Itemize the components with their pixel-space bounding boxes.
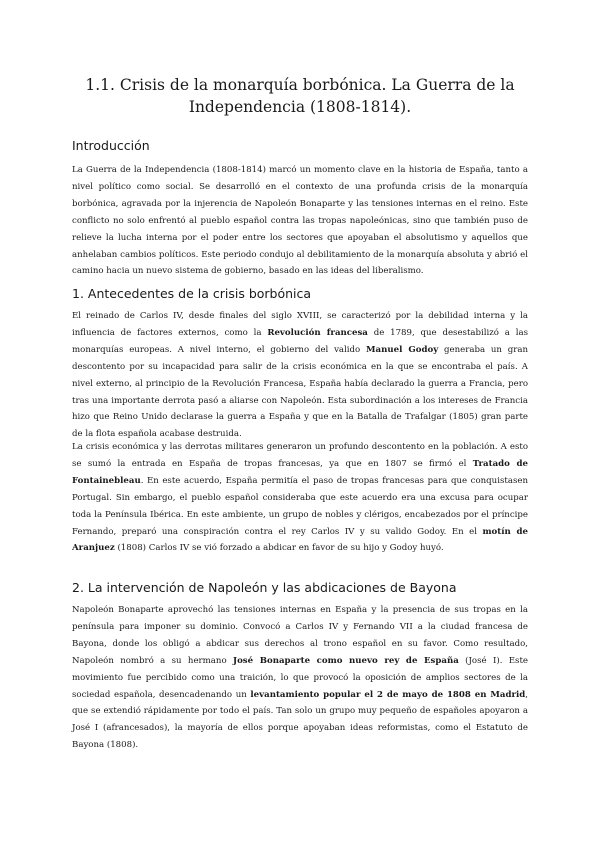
section-1-paragraph-1: El reinado de Carlos IV, desde finales del siglo XVIII, se caracterizó por la debilidad interna y la influencia de factores externos, como la Revolución francesa de 1789, que desestabilizó a las monarquías europeas. A nivel interno, el gobierno del valido Manuel Godoy generaba un gran descontento por su incapacidad para salir de la crisis económica en la que se encontraba el país. A nivel externo, al principio de la Revolución Francesa, España había declarado la guerra a Francia, pero tras una importante derrota pasó a aliarse con Napoleón. Esta subordinación a los intereses de Francia hizo que Reino Unido declarase la guerra a España y que en la Batalla de Trafalgar (1805) gran parte de la flota española acabase destruida. — [72, 311, 529, 440]
section-2-heading: 2. La intervención de Napoleón y las abdicaciones de Bayona — [72, 580, 457, 595]
section-1-paragraph-2: La crisis económica y las derrotas militares generaron un profundo descontento en la población. A esto se sumó la entrada en España de tropas francesas, ya que en 1807 se firmó el Tratado de Fontainebleau. En este acuerdo, España permitía el paso de tropas francesas para que conquistasen Portugal. Sin embargo, el pueblo español consideraba que este acuerdo era una excusa para ocupar toda la Península Ibérica. En este ambiente, un grupo de nobles y clérigos, encabezados por el príncipe Fernando, preparó una conspiración contra el rey Carlos IV y su valido Godoy. En el motín de Aranjuez (1808) Carlos IV se vió forzado a abdicar en favor de su hijo y Godoy huyó. — [72, 442, 528, 554]
page-title: 1.1. Crisis de la monarquía borbónica. La Guerra de la Independencia (1808-1814). — [85, 76, 515, 116]
motin-aranjuez-bold: motín de Aranjuez — [72, 526, 528, 554]
jose-bonaparte-bold: José Bonaparte como nuevo rey de España — [233, 655, 459, 666]
levantamiento-popular-bold: levantamiento popular el 2 de mayo de 1808 en Madrid — [250, 689, 526, 700]
revolucion-francesa-bold: Revolución francesa — [267, 327, 368, 338]
section-2-paragraph-1: Napoleón Bonaparte aprovechó las tensiones internas en España y la presencia de sus tropas en la península para imponer su dominio. Convocó a Carlos IV y Fernando VII a la ciudad francesa de Bayona, donde los obligó a abdicar sus derechos al trono español en su favor. Como resultado, Napoleón nombró a su hermano José Bonaparte como nuevo rey de España (José I). Este movimiento fue percibido como una traición, lo que provocó la oposición de amplios sectores de la sociedad española, desencadenando un levantamiento popular el 2 de mayo de 1808 en Madrid, que se extendió rápidamente por todo el país. Tan solo un grupo muy pequeño de españoles apoyaron a José I (afrancesados), la mayoría de ellos porque apoyaban ideas reformistas, como el Estatuto de Bayona (1808). — [72, 605, 529, 751]
section-1-heading: 1. Antecedentes de la crisis borbónica — [72, 286, 312, 301]
intro-paragraph: La Guerra de la Independencia (1808-1814) marcó un momento clave en la historia de España, tanto a nivel político como social. Se desarrolló en el contexto de una profunda crisis de la monarquía borbónica, agravada por la injerencia de Napoleón Bonaparte y las tensiones internas en el reino. Este conflicto no solo enfrentó al pueblo español contra las tropas napoleónicas, sino que también puso de relieve la lucha interna por el poder entre los sectores que apoyaban el absolutismo y aquellos que anhelaban cambios políticos. Este periodo condujo al debilitamiento de la monarquía absoluta y abrió el camino hacia un nuevo sistema de gobierno, basado en las ideas del liberalismo. — [72, 165, 528, 277]
intro-heading: Introducción — [72, 138, 150, 153]
tratado-fontainebleau-bold: Tratado de Fontainebleau — [72, 458, 528, 486]
manuel-godoy-bold: Manuel Godoy — [366, 344, 439, 355]
